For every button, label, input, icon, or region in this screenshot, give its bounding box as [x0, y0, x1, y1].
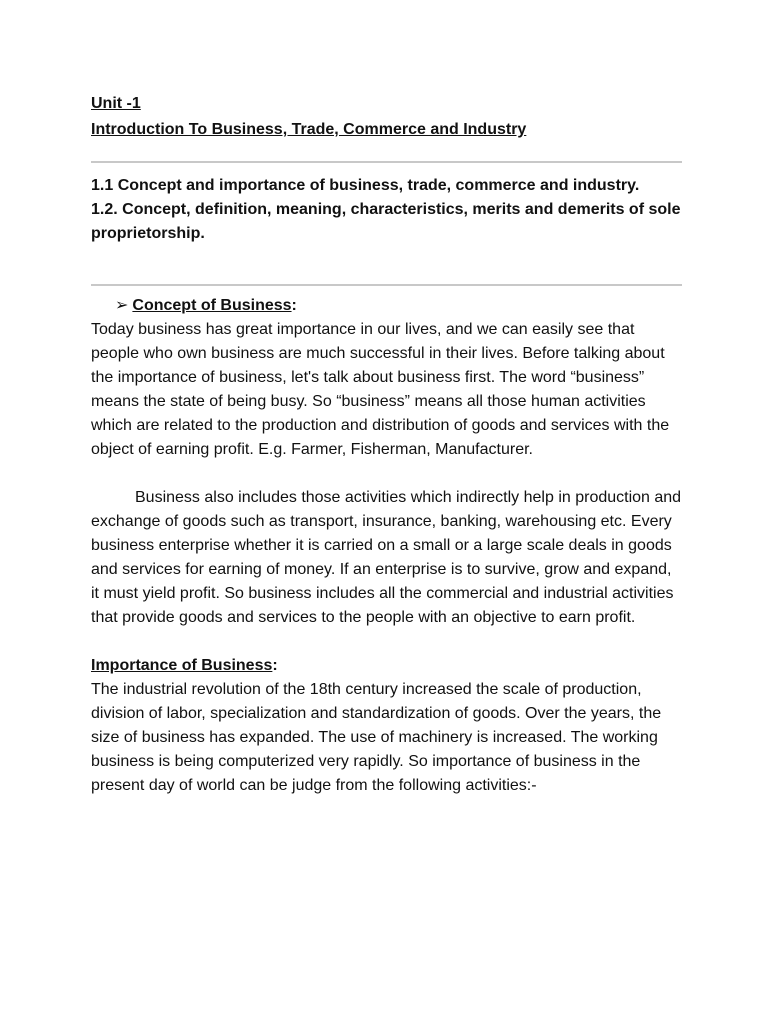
importance-heading-colon: : [272, 657, 278, 674]
importance-heading [91, 654, 682, 678]
importance-paragraph: The industrial revolution of the 18th century increased the scale of production, division of labor, specialization and standardization of goods. Over the years, the size of business has expanded. The use of machinery is increased. The working business is being computerized very rapidly. So importance of business in the present day of world can be judge from the following activities:- [91, 681, 662, 794]
importance-heading-text: Importance of Business [91, 657, 273, 674]
concept-heading [115, 294, 682, 318]
concept-paragraph-1: Today business has great importance in our lives, and we can easily see that people who own business are much successful in their lives. Before talking about the importance of business, let's talk about business first. The word “business” means the state of being busy. So “business” means all those human activities which are related to the production and distribution of goods and services with the object of earning profit. E.g. Farmer, Fisherman, Manufacturer. [91, 321, 670, 458]
section-item-1-2: 1.2. Concept, definition, meaning, characteristics, merits and demerits of sole proprietorship. [91, 201, 681, 242]
document-title: Introduction To Business, Trade, Commerce and Industry [91, 121, 527, 138]
concept-heading-text: Concept of Business [132, 297, 292, 314]
section-list [91, 174, 682, 246]
divider-bottom [91, 284, 682, 286]
unit-label: Unit -1 [91, 95, 141, 112]
arrow-bullet-icon: ➢ [115, 297, 129, 314]
section-item-1-1: 1.1 Concept and importance of business, trade, commerce and industry. [91, 177, 640, 194]
concept-paragraph-2: Business also includes those activities which indirectly help in production and exchange of goods such as transport, insurance, banking, warehousing etc. Every business enterprise whether it is carried on a small or a large scale deals in goods and services for earning of money. If an enterprise is to survive, grow and expand, it must yield profit. So business includes all the commercial and industrial activities that provide goods and services to the people with an objective to earn profit. [91, 489, 682, 626]
divider-top [91, 161, 682, 163]
concept-heading-colon: : [291, 297, 297, 314]
